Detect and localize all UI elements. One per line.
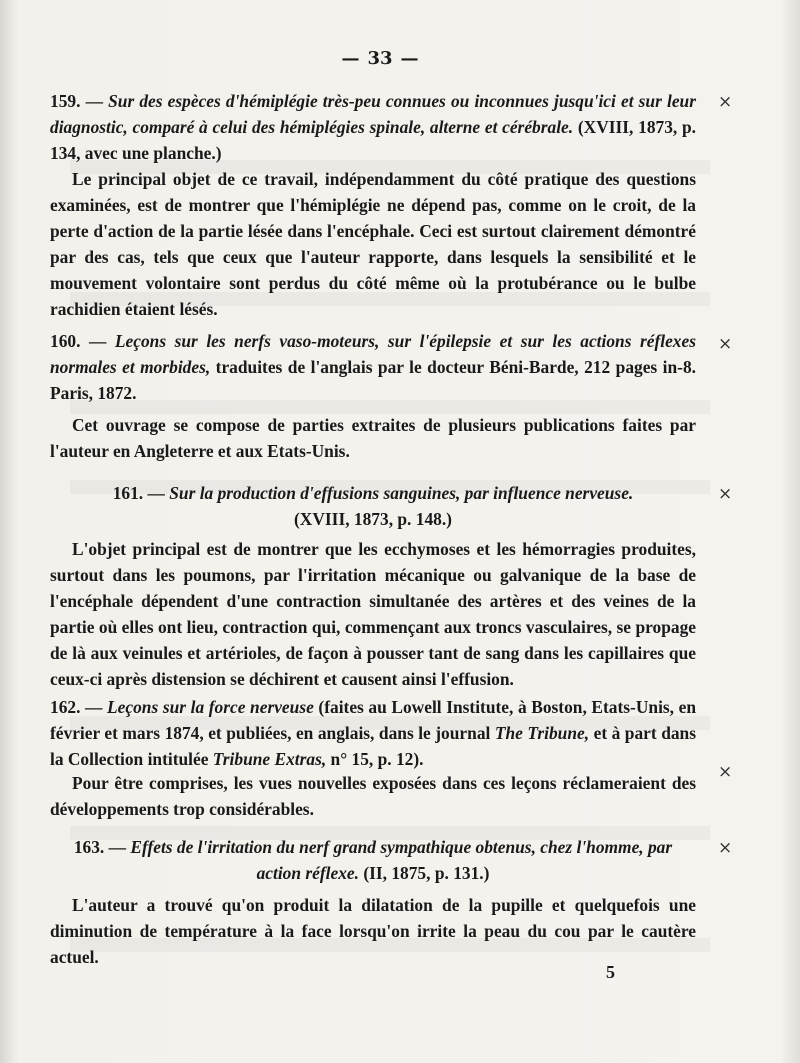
entry-title: Leçons sur la force nerveuse bbox=[107, 697, 314, 717]
entry-159-heading: 159. — Sur des espèces d'hémiplégie très-peu connues ou inconnues jusqu'ici et sur leur diagnostic, comparé à celui des hémiplégies spinale, alterne et cérébrale. (XVIII, 1873, p. 134, avec une planche.) bbox=[50, 91, 697, 163]
entry-159-summary: Le principal objet de ce travail, indépendamment du côté pratique des questions examinées, est de montrer que l'hémiplégie ne dépend pas, comme on le croit, de la perte d'action de la partie lésée dans l'encéphale. Ceci est surtout clairement démontré par des cas, tels que ceux que l'auteur rapporte, dans lesquels la sensibilité et le mouvement volontaire sont perdus du côté même où la protubérance ou le bulbe rachidien étaient lésés. bbox=[50, 169, 696, 319]
page-number: — 33 — bbox=[341, 48, 419, 69]
entry-reference: (XVIII, 1873, p. 148.) bbox=[294, 509, 452, 529]
entry-reference: (II, 1875, p. 131.) bbox=[363, 863, 490, 883]
entry-162-summary: Pour être comprises, les vues nouvelles exposées dans ces leçons réclameraient des développements trop considérables. bbox=[50, 773, 696, 819]
entry-reference: traduites de l'anglais par le docteur Béni-Barde, 212 pages in-8. Paris, 1872. bbox=[50, 357, 696, 403]
entry-number: 160. bbox=[50, 331, 81, 351]
entry-number: 162. bbox=[50, 697, 81, 717]
journal-name: The Tribune, bbox=[494, 723, 590, 743]
entry-title: Leçons sur les nerfs vaso-moteurs, sur l'épilepsie et sur les actions réflexes normales et morbides, bbox=[50, 331, 696, 377]
margin-mark: × bbox=[718, 838, 733, 858]
margin-mark: × bbox=[718, 92, 733, 112]
entry-160-heading: 160. — Leçons sur les nerfs vaso-moteurs, sur l'épilepsie et sur les actions réflexes normales et morbides, traduites de l'anglais par le docteur Béni-Barde, 212 pages in-8. Paris, 1872. bbox=[50, 331, 696, 403]
entry-number: 163. bbox=[73, 837, 105, 857]
entry-161-summary: L'objet principal est de montrer que les ecchymoses et les hémorragies produites, surtout dans les poumons, par l'irritation mécanique ou galvanique de la base de l'encéphale dépendent d'une contraction simultanée des artères et des veines de la partie où elles ont lieu, contraction qui, commençant aux troncs vasculaires, se propage de là aux veinules et artérioles, de façon à pousser tant de sang dans les capillaires que ceux-ci après distension se déchirent et causent ainsi l'effusion. bbox=[50, 539, 696, 689]
margin-mark: × bbox=[718, 484, 733, 504]
entry-title: Sur des espèces d'hémiplégie très-peu connues ou inconnues jusqu'ici et sur leur diagnostic, comparé à celui des hémiplégies spinale, alterne et cérébrale. bbox=[50, 91, 696, 137]
entry-title: Sur la production d'effusions sanguines, par influence nerveuse. bbox=[169, 483, 634, 503]
entry-number: 161. bbox=[112, 483, 144, 503]
margin-mark: × bbox=[718, 334, 733, 354]
signature-mark: 5 bbox=[606, 962, 615, 982]
margin-mark: × bbox=[718, 762, 733, 782]
collection-name: Tribune Extras, bbox=[212, 749, 327, 769]
entry-161-heading: 161. — Sur la production d'effusions sanguines, par influence nerveuse. (XVIII, 1873, p. 148.) bbox=[50, 480, 696, 532]
entry-number: 159. bbox=[50, 91, 81, 111]
page-number-value: 33 bbox=[367, 48, 393, 69]
entry-163-heading: 163. — Effets de l'irritation du nerf grand sympathique obtenus, chez l'homme, par action réflexe. (II, 1875, p. 131.) bbox=[73, 837, 673, 883]
entry-reference: (faites au Lowell Institute, à Boston, Etats-Unis, en février et mars 1874, et publiées, en anglais, dans le journal bbox=[50, 697, 696, 743]
entry-163-summary: L'auteur a trouvé qu'on produit la dilatation de la pupille et quelquefois une diminution de température à la face lorsqu'on irrite la peau du cou par le cautère actuel. bbox=[50, 895, 696, 967]
entry-160-summary: Cet ouvrage se compose de parties extraites de plusieurs publications faites par l'auteur en Angleterre et aux Etats-Unis. bbox=[50, 415, 696, 461]
entry-title: Effets de l'irritation du nerf grand sympathique obtenus, chez l'homme, par action réflexe. bbox=[130, 837, 673, 883]
entry-162-heading: 162. — Leçons sur la force nerveuse (faites au Lowell Institute, à Boston, Etats-Unis, en février et mars 1874, et publiées, en anglais, dans le journal The Tribune, et à part dans la Collection intitulée Tribune Extras, n° 15, p. 12). bbox=[50, 697, 697, 769]
entry-reference: (XVIII, 1873, p. 134, avec une planche.) bbox=[50, 117, 697, 163]
